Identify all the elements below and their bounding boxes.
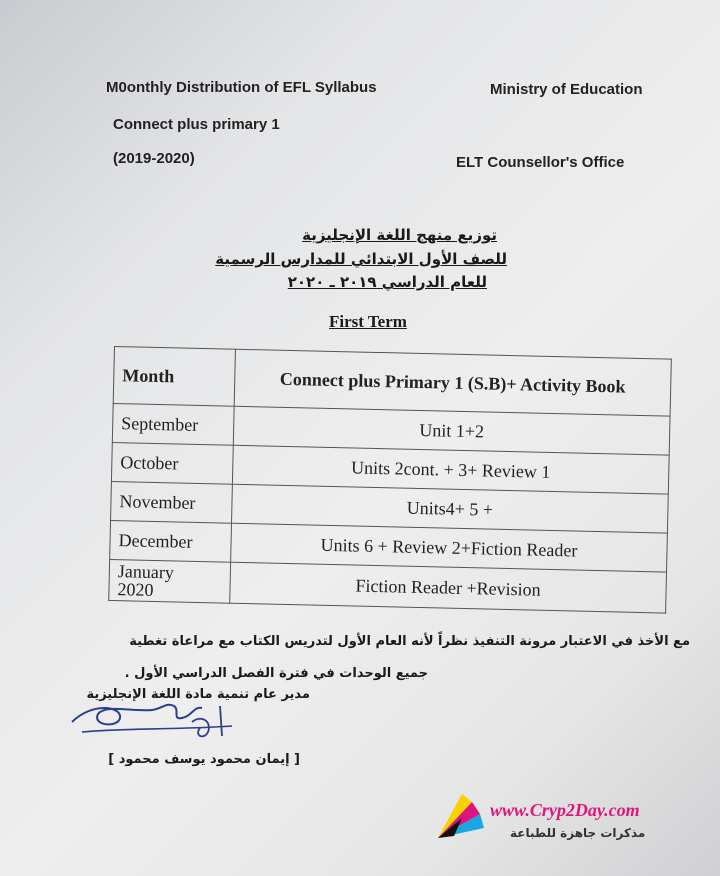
header-office: ELT Counsellor's Office xyxy=(456,154,625,171)
pen-nib-icon xyxy=(432,788,492,848)
content-cell: Unit 1+2 xyxy=(233,406,670,455)
month-cell-line2: 2020 xyxy=(117,579,154,600)
header-ministry: Ministry of Education xyxy=(490,81,643,98)
syllabus-table xyxy=(108,346,672,614)
arabic-title-line1: توزيع منهج اللغة الإنجليزية xyxy=(302,226,497,244)
note-line1: مع الأخذ في الاعتبار مرونة التنفيذ نظراً لأنه العام الأول لتدريس الكتاب مع مراعاة تغطية xyxy=(129,634,690,649)
content-cell: Units 6 + Review 2+Fiction Reader xyxy=(231,523,668,572)
month-column-header: Month xyxy=(113,347,235,407)
month-cell: December xyxy=(110,520,232,562)
term-heading: First Term xyxy=(329,312,407,331)
month-cell-line1: January xyxy=(117,561,175,583)
month-cell: November xyxy=(111,481,233,523)
header-syllabus-title: M0onthly Distribution of EFL Syllabus xyxy=(106,79,377,96)
month-cell: September xyxy=(112,403,234,445)
content-cell: Units4+ 5 + xyxy=(232,484,669,533)
signature-title: مدير عام تنمية مادة اللغة الإنجليزية xyxy=(86,687,310,702)
content-column-header: Connect plus Primary 1 (S.B)+ Activity Book xyxy=(234,349,671,416)
header-course-name: Connect plus primary 1 xyxy=(113,116,280,133)
note-line2: جميع الوحدات في فترة الفصل الدراسي الأول . xyxy=(124,666,428,681)
header-year: (2019-2020) xyxy=(113,150,195,167)
content-cell: Units 2cont. + 3+ Review 1 xyxy=(232,445,669,494)
handwritten-signature-icon xyxy=(62,692,262,752)
watermark-tagline: مذكرات جاهزة للطباعة xyxy=(510,826,646,840)
content-cell: Fiction Reader +Revision xyxy=(230,562,667,613)
arabic-title-line2: للصف الأول الابتدائي للمدارس الرسمية xyxy=(215,250,507,268)
arabic-title-line3: للعام الدراسي ٢٠١٩ ـ ٢٠٢٠ xyxy=(287,273,487,291)
watermark-url: www.Cryp2Day.com xyxy=(490,800,640,820)
month-cell: October xyxy=(111,442,233,484)
signature-name: [ إيمان محمود يوسف محمود ] xyxy=(108,752,300,767)
month-cell xyxy=(109,559,231,603)
